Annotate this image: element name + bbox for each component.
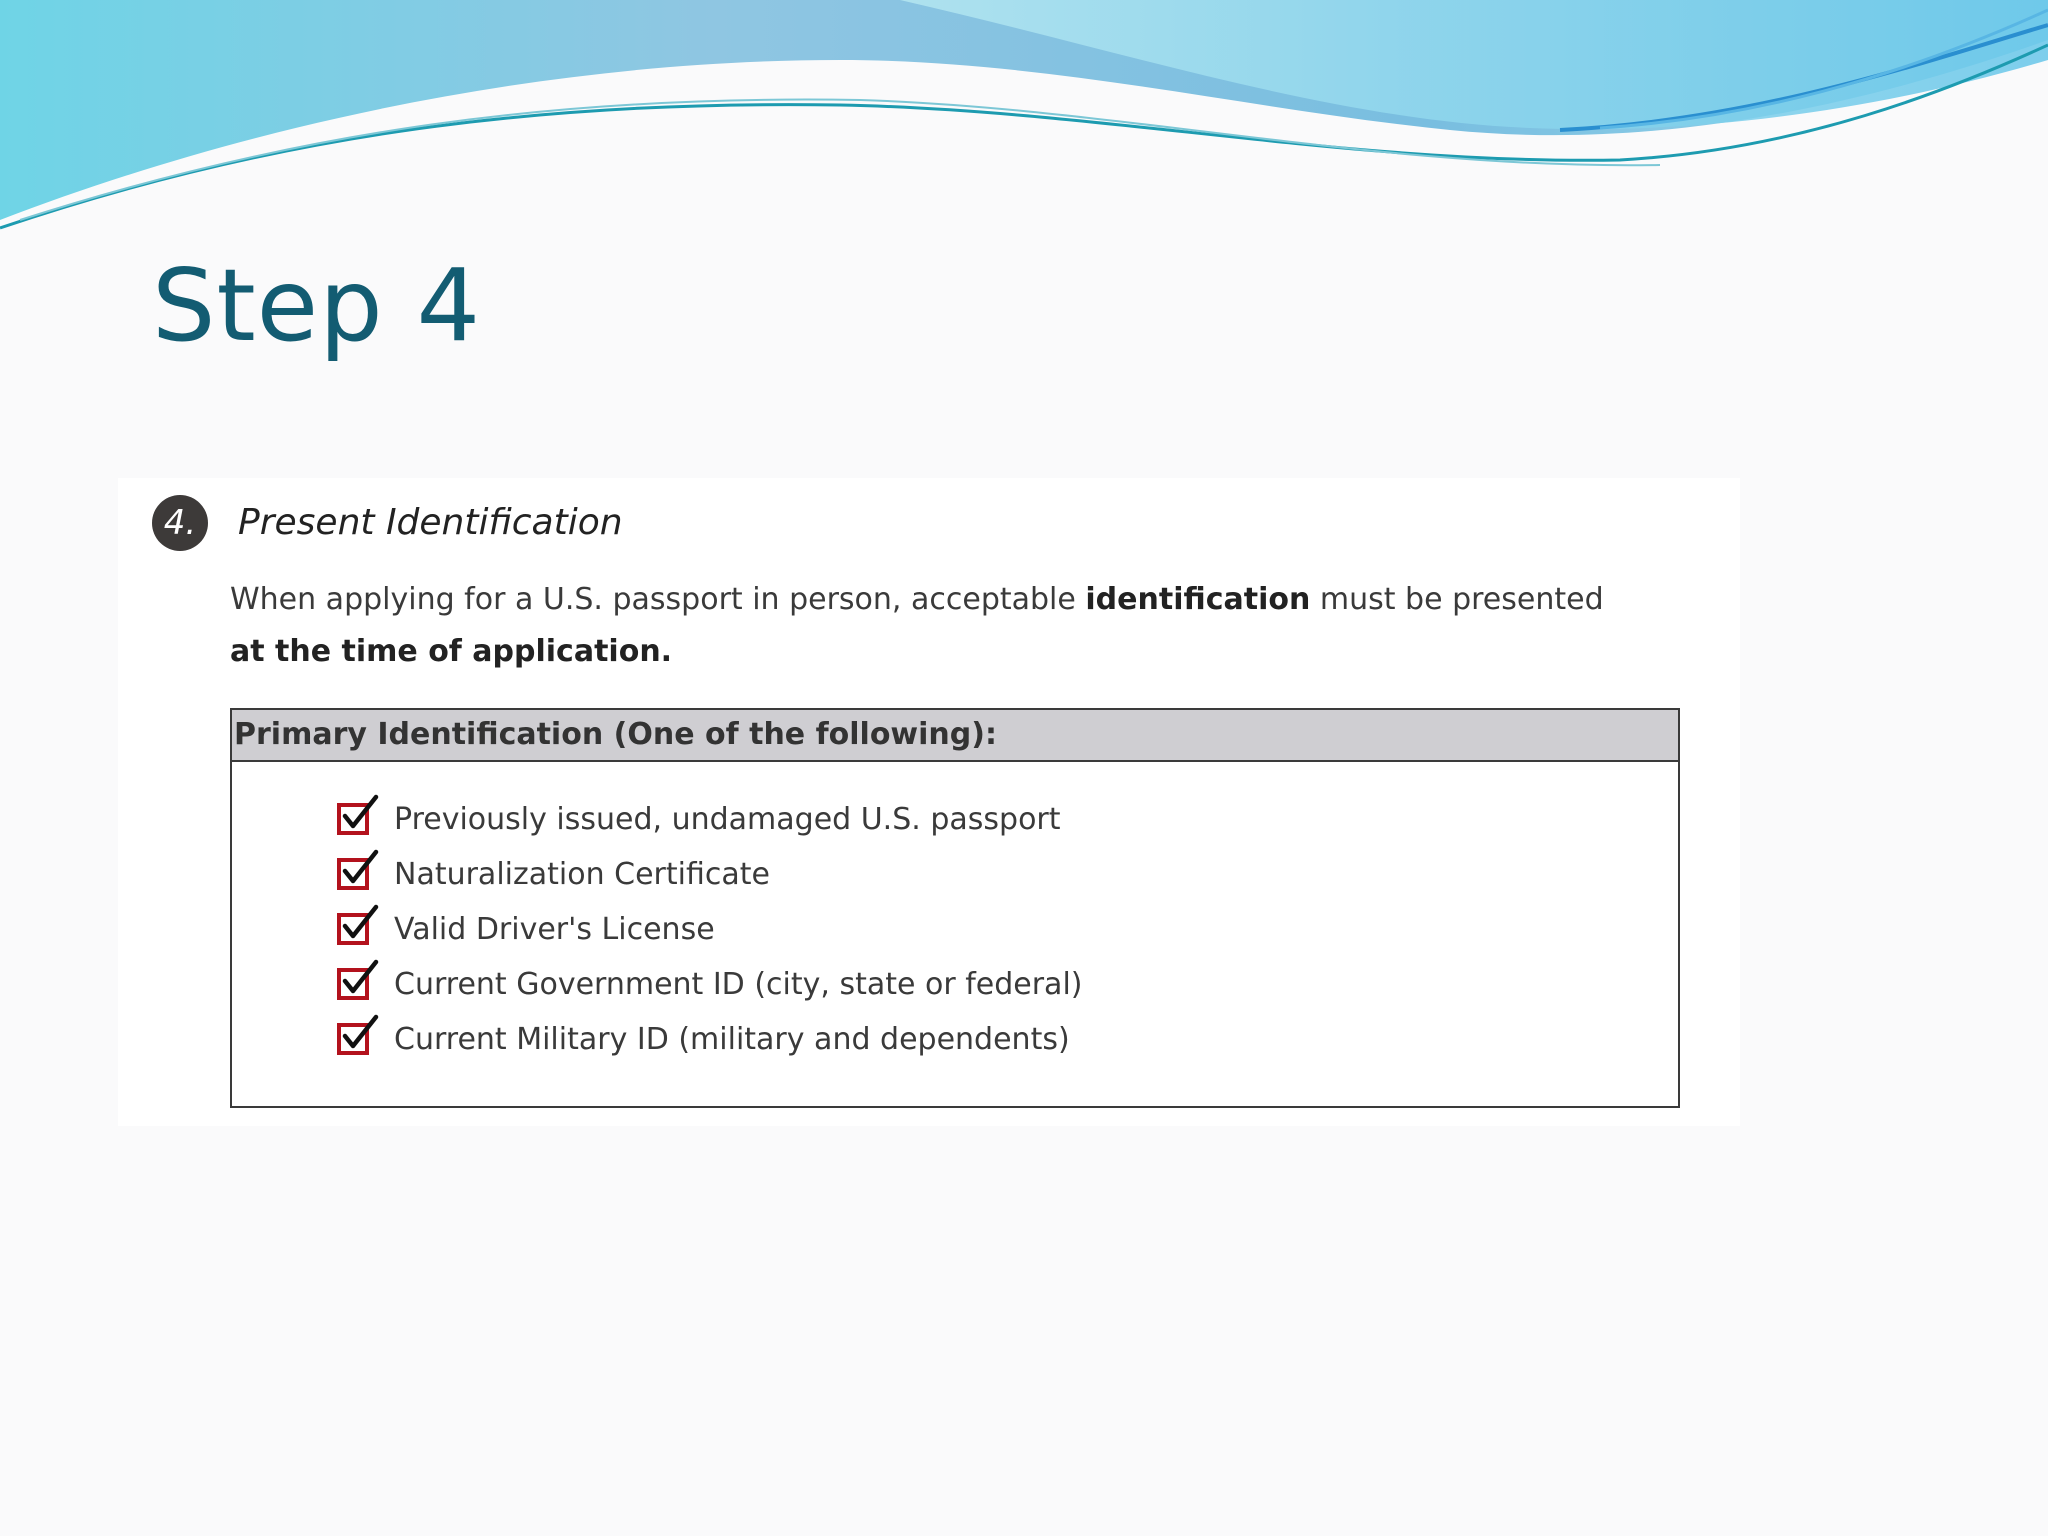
list-item: [336, 1008, 1678, 1063]
identification-item-label: Previously issued, undamaged U.S. passport: [394, 801, 1061, 837]
intro-text-2: must be presented: [1310, 582, 1604, 617]
intro-paragraph: [230, 574, 1630, 678]
primary-identification-box: [230, 708, 1680, 1108]
list-item: [336, 953, 1678, 1008]
list-item: [336, 843, 1678, 898]
identification-panel: [118, 478, 1740, 1126]
checked-box-icon: [336, 959, 382, 1003]
checked-box-icon: [336, 794, 382, 838]
identification-item-label: Naturalization Certificate: [394, 856, 770, 892]
intro-emphasis-1: identification: [1085, 582, 1311, 617]
identification-item-label: Current Government ID (city, state or federal): [394, 966, 1083, 1002]
checked-box-icon: [336, 849, 382, 893]
header-wave-decoration: [0, 0, 2048, 240]
list-item: [336, 898, 1678, 953]
step-number-badge: 4.: [152, 495, 208, 551]
step-heading: Present Identification: [238, 502, 623, 543]
list-item: [336, 788, 1678, 843]
identification-list: [232, 762, 1678, 1063]
intro-text-1: When applying for a U.S. passport in person, acceptable: [230, 582, 1086, 617]
primary-identification-header: Primary Identification (One of the following):: [232, 710, 1678, 762]
identification-item-label: Current Military ID (military and dependents): [394, 1021, 1070, 1057]
identification-item-label: Valid Driver's License: [394, 911, 715, 947]
slide-title: Step 4: [152, 247, 482, 364]
checked-box-icon: [336, 1014, 382, 1058]
checked-box-icon: [336, 904, 382, 948]
intro-emphasis-2: at the time of application.: [230, 634, 673, 669]
